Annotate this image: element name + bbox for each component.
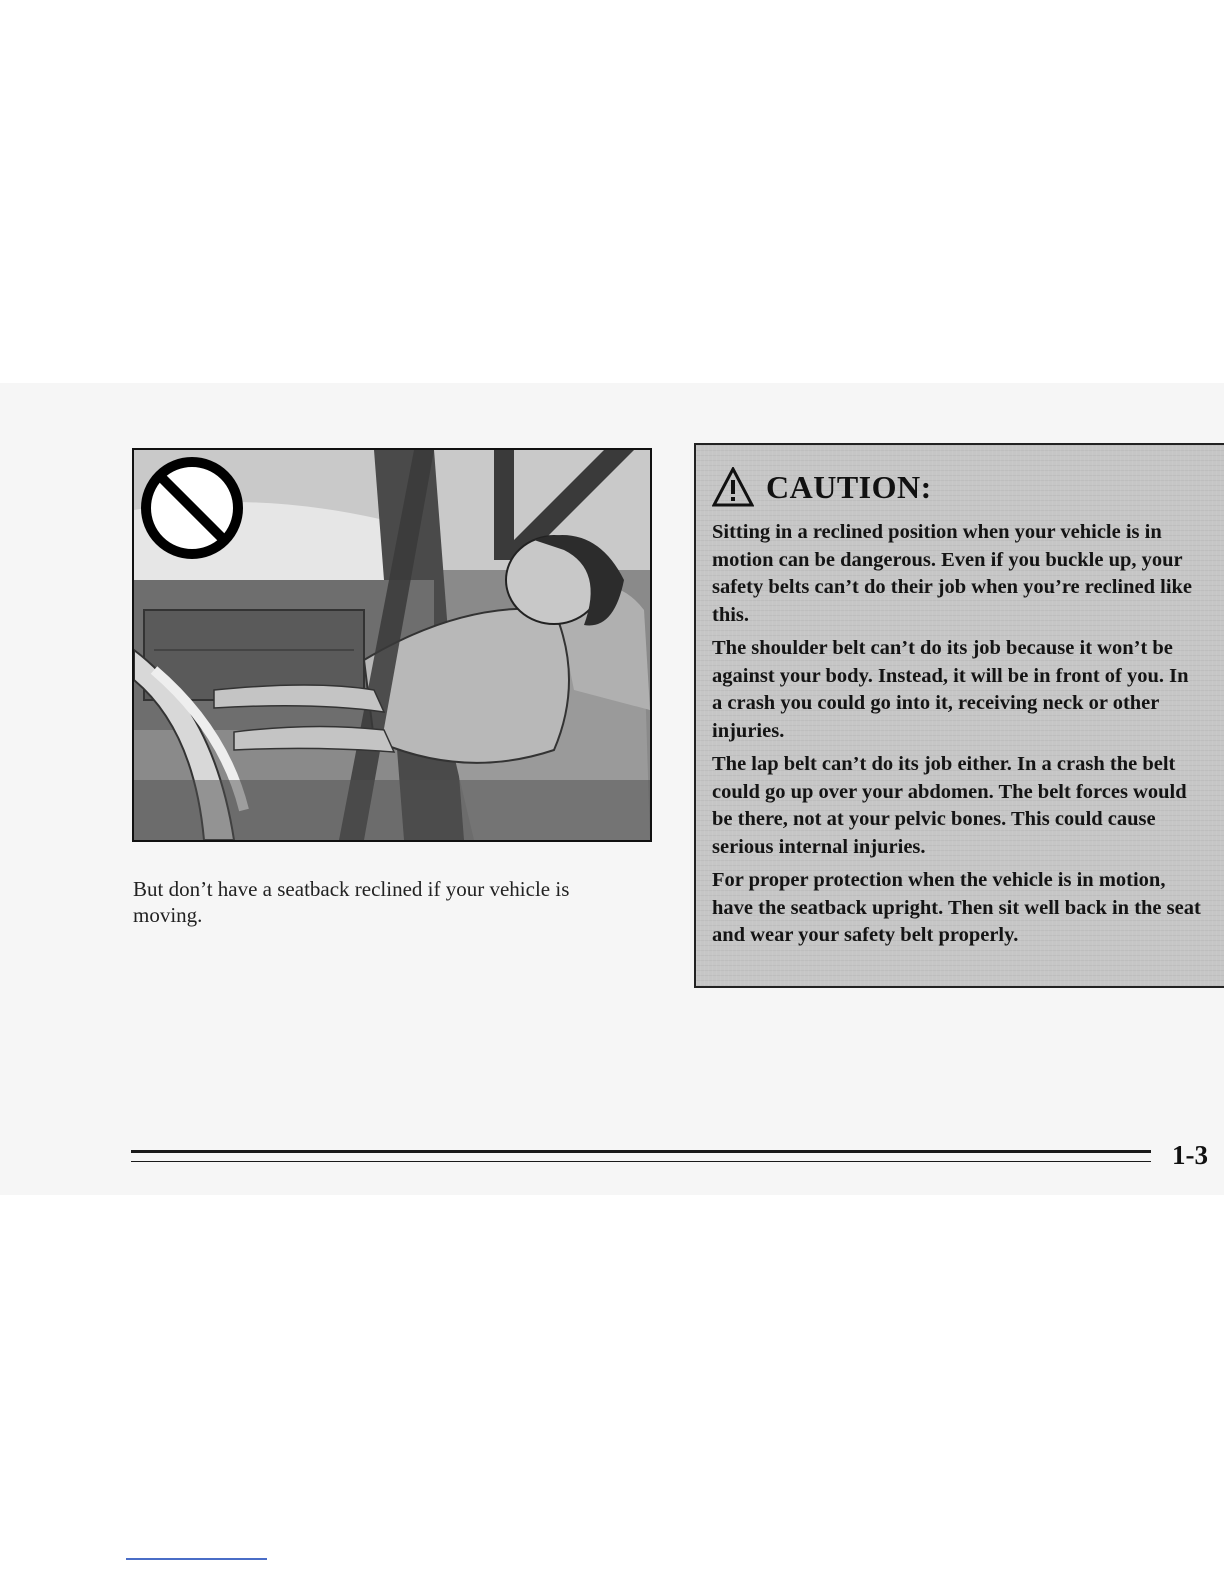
footer-rule-thin: [131, 1161, 1151, 1162]
page-number: 1-3: [1172, 1140, 1208, 1170]
caution-paragraph: For proper protection when the vehicle is in motion, have the seatback upright. Then sit well back in the seat and wear your safety belt properly.: [712, 869, 1201, 946]
caution-paragraph: The shoulder belt can’t do its job because it won’t be against your body. Instead, it will be in front of you. In a crash you could go into it, receiving neck or other injuries.: [712, 637, 1189, 742]
footer-rule: [131, 1150, 1151, 1153]
caution-title: CAUTION:: [766, 468, 932, 505]
warning-triangle-icon: [712, 467, 754, 507]
caution-box: [694, 443, 1224, 988]
bottom-mark: [126, 1558, 267, 1560]
illustration-drawing: [134, 450, 650, 840]
illustration-caption: But don’t have a seatback reclined if your vehicle is moving.: [133, 877, 570, 927]
reclined-seat-illustration: [132, 448, 652, 842]
caution-paragraph: Sitting in a reclined position when your vehicle is in motion can be dangerous. Even if you buckle up, your safety belts can’t do their job when you’re reclined like this.: [712, 521, 1193, 626]
caution-paragraph: The lap belt can’t do its job either. In a crash the belt could go up over your abdomen. The belt forces would be there, not at your pelvic bones. This could cause serious internal injuries.: [712, 753, 1187, 858]
caution-heading: [712, 467, 932, 507]
no-symbol-icon: [146, 462, 238, 554]
caution-body: [712, 519, 1202, 956]
